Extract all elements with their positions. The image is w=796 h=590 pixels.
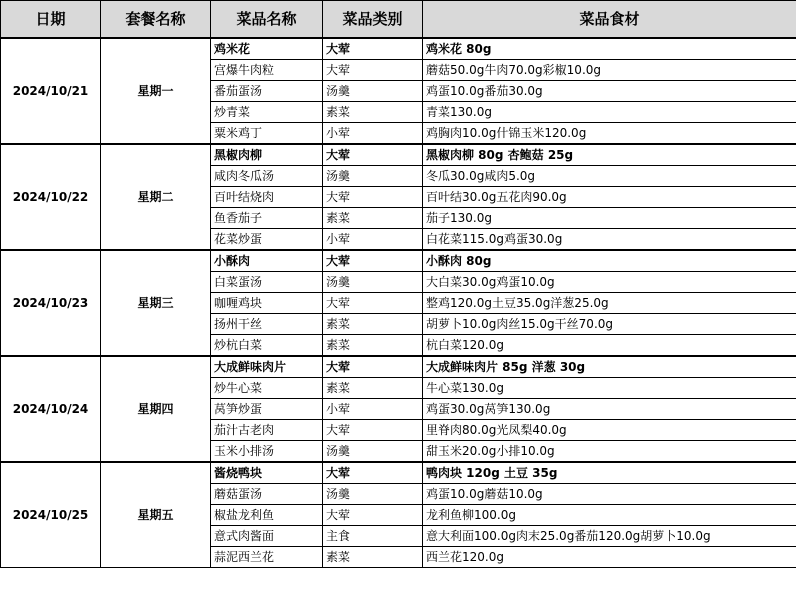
dish-name-cell: 白菜蛋汤	[211, 272, 323, 293]
category-cell: 小荤	[323, 123, 423, 145]
header-category: 菜品类别	[323, 1, 423, 39]
category-cell: 汤羹	[323, 166, 423, 187]
date-cell: 2024/10/25	[1, 462, 101, 568]
category-cell: 大荤	[323, 505, 423, 526]
category-cell: 小荤	[323, 399, 423, 420]
category-cell: 大荤	[323, 60, 423, 81]
category-cell: 主食	[323, 526, 423, 547]
ingredients-cell: 鸡胸肉10.0g什锦玉米120.0g	[423, 123, 796, 145]
category-cell: 大荤	[323, 420, 423, 441]
dish-name-cell: 大成鲜味肉片	[211, 356, 323, 378]
dish-name-cell: 小酥肉	[211, 250, 323, 272]
header-date: 日期	[1, 1, 101, 39]
ingredients-cell: 鸡蛋30.0g莴笋130.0g	[423, 399, 796, 420]
ingredients-cell: 黑椒肉柳 80g 杏鲍菇 25g	[423, 144, 796, 166]
category-cell: 大荤	[323, 293, 423, 314]
category-cell: 大荤	[323, 462, 423, 484]
ingredients-cell: 鸡米花 80g	[423, 38, 796, 60]
category-cell: 素菜	[323, 102, 423, 123]
ingredients-cell: 茄子130.0g	[423, 208, 796, 229]
ingredients-cell: 里脊肉80.0g光凤梨40.0g	[423, 420, 796, 441]
ingredients-cell: 大成鲜味肉片 85g 洋葱 30g	[423, 356, 796, 378]
category-cell: 大荤	[323, 144, 423, 166]
category-cell: 素菜	[323, 314, 423, 335]
category-cell: 汤羹	[323, 484, 423, 505]
ingredients-cell: 龙利鱼柳100.0g	[423, 505, 796, 526]
dish-name-cell: 椒盐龙利鱼	[211, 505, 323, 526]
date-cell: 2024/10/24	[1, 356, 101, 462]
ingredients-cell: 杭白菜120.0g	[423, 335, 796, 357]
dish-name-cell: 粟米鸡丁	[211, 123, 323, 145]
dish-name-cell: 咸肉冬瓜汤	[211, 166, 323, 187]
ingredients-cell: 意大利面100.0g肉末25.0g番茄120.0g胡萝卜10.0g	[423, 526, 796, 547]
dish-name-cell: 黑椒肉柳	[211, 144, 323, 166]
category-cell: 大荤	[323, 187, 423, 208]
dish-name-cell: 鱼香茄子	[211, 208, 323, 229]
ingredients-cell: 整鸡120.0g土豆35.0g洋葱25.0g	[423, 293, 796, 314]
ingredients-cell: 百叶结30.0g五花肉90.0g	[423, 187, 796, 208]
table-row	[1, 144, 796, 166]
ingredients-cell: 甜玉米20.0g小排10.0g	[423, 441, 796, 463]
dish-name-cell: 咖喱鸡块	[211, 293, 323, 314]
ingredients-cell: 大白菜30.0g鸡蛋10.0g	[423, 272, 796, 293]
dish-name-cell: 鸡米花	[211, 38, 323, 60]
ingredients-cell: 鸡蛋10.0g番茄30.0g	[423, 81, 796, 102]
dish-name-cell: 玉米小排汤	[211, 441, 323, 463]
table-row	[1, 250, 796, 272]
ingredients-cell: 牛心菜130.0g	[423, 378, 796, 399]
dish-name-cell: 花菜炒蛋	[211, 229, 323, 251]
set-meal-cell: 星期二	[101, 144, 211, 250]
category-cell: 素菜	[323, 208, 423, 229]
dish-name-cell: 意式肉酱面	[211, 526, 323, 547]
category-cell: 大荤	[323, 38, 423, 60]
dish-name-cell: 炒杭白菜	[211, 335, 323, 357]
dish-name-cell: 蒜泥西兰花	[211, 547, 323, 568]
dish-name-cell: 莴笋炒蛋	[211, 399, 323, 420]
header-row	[1, 1, 796, 39]
ingredients-cell: 冬瓜30.0g咸肉5.0g	[423, 166, 796, 187]
category-cell: 汤羹	[323, 272, 423, 293]
header-dish: 菜品名称	[211, 1, 323, 39]
ingredients-cell: 白花菜115.0g鸡蛋30.0g	[423, 229, 796, 251]
dish-name-cell: 炒牛心菜	[211, 378, 323, 399]
dish-name-cell: 宫爆牛肉粒	[211, 60, 323, 81]
category-cell: 汤羹	[323, 81, 423, 102]
date-cell: 2024/10/22	[1, 144, 101, 250]
dish-name-cell: 百叶结烧肉	[211, 187, 323, 208]
header-ingredients: 菜品食材	[423, 1, 796, 39]
category-cell: 素菜	[323, 335, 423, 357]
dish-name-cell: 番茄蛋汤	[211, 81, 323, 102]
category-cell: 小荤	[323, 229, 423, 251]
category-cell: 素菜	[323, 378, 423, 399]
header-set-meal: 套餐名称	[101, 1, 211, 39]
category-cell: 大荤	[323, 356, 423, 378]
table-row	[1, 356, 796, 378]
table-row	[1, 38, 796, 60]
ingredients-cell: 鸭肉块 120g 土豆 35g	[423, 462, 796, 484]
ingredients-cell: 青菜130.0g	[423, 102, 796, 123]
category-cell: 大荤	[323, 250, 423, 272]
category-cell: 素菜	[323, 547, 423, 568]
set-meal-cell: 星期三	[101, 250, 211, 356]
ingredients-cell: 鸡蛋10.0g蘑菇10.0g	[423, 484, 796, 505]
ingredients-cell: 胡萝卜10.0g肉丝15.0g干丝70.0g	[423, 314, 796, 335]
dish-name-cell: 扬州干丝	[211, 314, 323, 335]
menu-body	[1, 38, 796, 568]
category-cell: 汤羹	[323, 441, 423, 463]
table-row	[1, 462, 796, 484]
ingredients-cell: 西兰花120.0g	[423, 547, 796, 568]
set-meal-cell: 星期五	[101, 462, 211, 568]
date-cell: 2024/10/23	[1, 250, 101, 356]
dish-name-cell: 蘑菇蛋汤	[211, 484, 323, 505]
date-cell: 2024/10/21	[1, 38, 101, 144]
ingredients-cell: 蘑菇50.0g牛肉70.0g彩椒10.0g	[423, 60, 796, 81]
ingredients-cell: 小酥肉 80g	[423, 250, 796, 272]
dish-name-cell: 酱烧鸭块	[211, 462, 323, 484]
set-meal-cell: 星期一	[101, 38, 211, 144]
dish-name-cell: 炒青菜	[211, 102, 323, 123]
set-meal-cell: 星期四	[101, 356, 211, 462]
dish-name-cell: 茄汁古老肉	[211, 420, 323, 441]
